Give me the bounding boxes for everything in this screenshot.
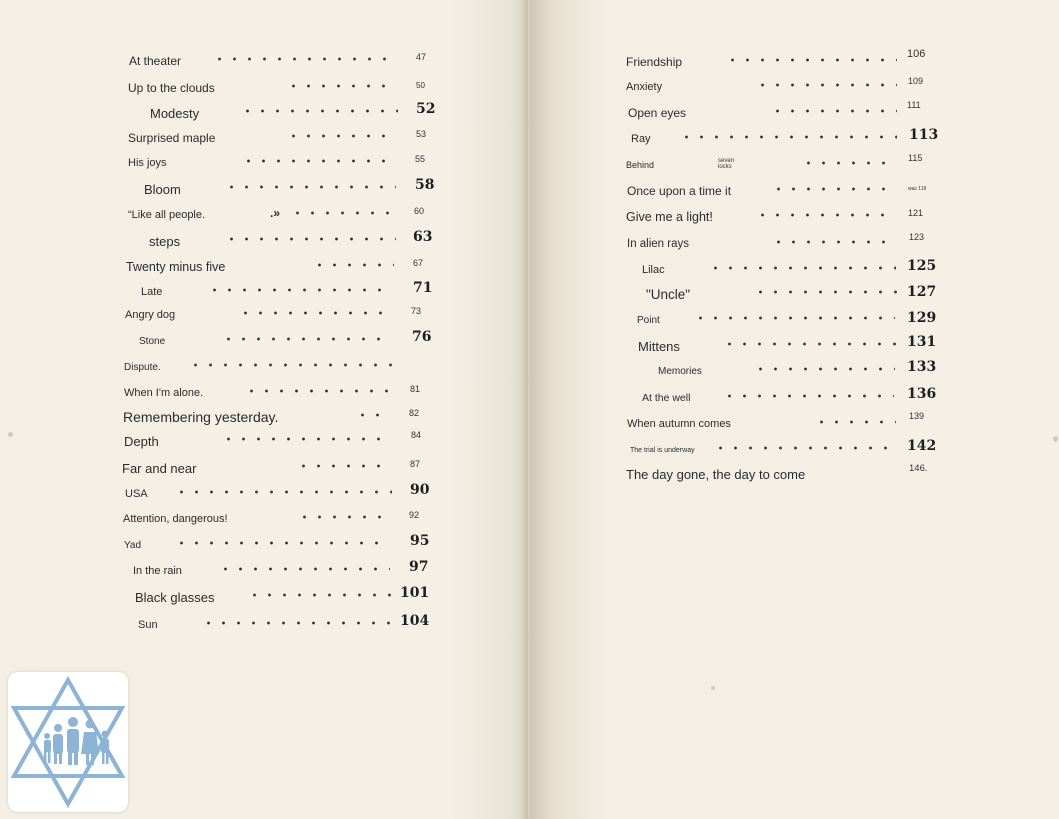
toc-entry — [122, 457, 421, 479]
toc-page: 76 — [412, 329, 432, 345]
toc-page: 106 — [907, 48, 926, 60]
toc-entry — [626, 463, 928, 485]
leader-dots — [725, 57, 897, 63]
leader-dots — [771, 239, 896, 245]
toc-page: 133 — [907, 359, 937, 375]
toc-page: 55 — [415, 154, 426, 164]
toc-title: Remembering yesterday. — [123, 409, 279, 425]
leader-dots — [722, 393, 894, 399]
toc-page: 67 — [413, 258, 424, 268]
leader-dots — [679, 134, 897, 140]
toc-entry — [126, 256, 424, 278]
toc-title: When autumn comes — [627, 418, 731, 430]
toc-title: Ray — [631, 133, 651, 145]
toc-title: Up to the clouds — [128, 81, 215, 95]
toc-page: 125 — [907, 258, 937, 274]
toc-entry — [125, 482, 430, 505]
leader-dots — [814, 419, 896, 425]
toc-page: 131 — [907, 334, 937, 350]
leader-dots — [241, 158, 396, 164]
leader-dots — [693, 315, 895, 321]
toc-entry — [626, 153, 923, 176]
toc-page: 82 — [409, 408, 420, 418]
leader-dots — [221, 336, 391, 342]
toc-title: In the rain — [133, 565, 182, 577]
toc-page: 136 — [907, 386, 937, 402]
leader-dots — [238, 310, 393, 316]
toc-entry — [128, 152, 426, 174]
toc-page: 81 — [410, 384, 421, 394]
toc-entry — [129, 50, 427, 72]
toc-title: steps — [149, 233, 181, 249]
toc-entry — [128, 127, 427, 149]
star-of-david-family-icon — [8, 672, 128, 812]
leader-dots — [770, 108, 897, 114]
toc-entry — [646, 283, 937, 305]
toc-entry — [128, 204, 425, 226]
toc-page: 60 — [414, 206, 425, 216]
toc-entry — [123, 508, 420, 530]
toc-title: Give me a light! — [626, 210, 713, 224]
toc-entry — [124, 533, 430, 556]
leader-dots — [296, 463, 390, 469]
toc-title: Sun — [138, 619, 158, 631]
toc-title: Yad — [124, 539, 142, 551]
toc-entry — [144, 177, 435, 200]
toc-title: Bloom — [144, 181, 181, 197]
toc-entry — [642, 386, 937, 409]
toc-page: 111 — [907, 100, 921, 110]
toc-title: Late — [141, 286, 163, 298]
toc-entry — [123, 406, 420, 428]
leader-dots — [290, 210, 395, 216]
left-page — [0, 0, 528, 819]
paper-stain — [1053, 436, 1058, 442]
toc-entry — [124, 356, 161, 378]
toc-page: 63 — [413, 229, 433, 245]
toc-page: 50 — [416, 81, 425, 90]
toc-entry — [627, 232, 925, 255]
leader-dots — [297, 514, 391, 520]
toc-page: 104 — [400, 613, 430, 629]
leader-dots — [312, 262, 394, 268]
toc-entry — [642, 258, 937, 281]
toc-title: USA — [125, 488, 148, 500]
toc-entry — [135, 585, 430, 608]
toc-title: Memories — [658, 365, 702, 377]
closing-quote: .» — [270, 206, 281, 220]
toc-page: 84 — [411, 430, 422, 440]
toc-entry — [133, 559, 429, 582]
toc-page: 139 — [909, 411, 925, 421]
toc-title: When I'm alone. — [124, 387, 204, 399]
toc-entry — [628, 100, 921, 124]
toc-entry — [626, 206, 924, 228]
paper-stain — [8, 432, 13, 437]
leader-dots — [755, 212, 895, 218]
toc-entry — [150, 101, 436, 124]
leader-dots — [174, 540, 390, 546]
toc-title: Attention, dangerous! — [123, 513, 228, 525]
toc-page: 109 — [908, 76, 924, 86]
leader-dots — [212, 56, 392, 62]
toc-title: The day gone, the day to come — [626, 466, 806, 482]
toc-title: Once upon a time it — [627, 184, 732, 198]
toc-entry — [631, 127, 939, 150]
behind-note: seven locks — [718, 158, 735, 170]
toc-title: Modesty — [150, 105, 200, 121]
toc-page: 115 — [908, 153, 923, 163]
toc-title: "Uncle" — [646, 286, 691, 302]
toc-entry — [626, 76, 924, 98]
toc-entry — [138, 613, 430, 636]
toc-title: His joys — [128, 157, 167, 169]
toc-page: 121 — [908, 208, 924, 218]
leader-dots — [708, 265, 896, 271]
leader-dots — [224, 236, 396, 242]
leader-dots — [755, 82, 897, 88]
toc-page: 58 — [415, 177, 435, 193]
toc-page: 47 — [416, 52, 427, 62]
leader-dots — [771, 186, 896, 192]
toc-title: Surprised maple — [128, 131, 216, 145]
toc-title: Black glasses — [135, 589, 215, 605]
toc-entry — [627, 411, 925, 435]
toc-title: Friendship — [626, 55, 683, 69]
toc-title: At the well — [642, 392, 691, 404]
leader-dots — [201, 620, 391, 626]
toc-title: Twenty minus five — [126, 260, 226, 274]
toc-page: 113 — [909, 127, 939, 143]
toc-title: Point — [637, 314, 660, 326]
leader-dots — [174, 489, 392, 495]
toc-title: In alien rays — [627, 238, 690, 250]
toc-title: Mittens — [638, 338, 680, 354]
leader-dots — [753, 289, 899, 295]
leader-dots — [355, 412, 389, 418]
toc-title: Angry dog — [125, 309, 176, 321]
logo-badge — [8, 672, 128, 812]
toc-title: The trial is underway — [630, 446, 695, 454]
leader-dots — [286, 133, 396, 139]
toc-page: 97 — [409, 559, 429, 575]
right-page — [530, 0, 1059, 819]
toc-title: Stone — [139, 335, 166, 347]
toc-page: 129 — [907, 310, 937, 326]
toc-entry — [124, 430, 422, 452]
toc-page: 73 — [411, 306, 422, 316]
toc-title: Far and near — [122, 460, 197, 476]
toc-title: Depth — [124, 433, 159, 449]
toc-entry — [139, 329, 432, 352]
paper-stain — [711, 686, 715, 690]
toc-page: 53 — [416, 129, 427, 139]
toc-entry — [141, 280, 433, 303]
toc-entry — [637, 309, 937, 331]
toc-page: 90 — [410, 482, 430, 498]
toc-page: 123 — [909, 232, 925, 242]
leader-dots — [713, 445, 895, 451]
toc-page: 142 — [907, 438, 937, 454]
toc-title: Lilac — [642, 264, 665, 276]
toc-page: 71 — [413, 280, 433, 296]
leader-dots — [722, 341, 896, 347]
toc-entry — [149, 229, 433, 252]
toc-entry — [658, 359, 937, 382]
toc-entry — [128, 77, 425, 99]
toc-page: was 119 — [908, 186, 927, 192]
leader-dots — [221, 436, 392, 442]
leader-dots — [801, 160, 895, 166]
toc-page: 87 — [410, 459, 421, 469]
leader-dots — [753, 366, 895, 372]
leader-dots — [286, 83, 396, 89]
toc-page: 95 — [410, 533, 430, 549]
leader-dots — [244, 388, 390, 394]
toc-title: Dispute. — [124, 361, 161, 373]
toc-page: 127 — [907, 284, 937, 300]
toc-page: 101 — [400, 585, 430, 601]
toc-entry — [630, 438, 937, 461]
toc-entry — [626, 48, 926, 73]
toc-page: 92 — [409, 510, 420, 520]
toc-page: 146. — [909, 463, 928, 474]
toc-title: Behind — [626, 160, 655, 170]
toc-entry — [125, 304, 422, 326]
toc-entry — [638, 334, 937, 357]
leader-dots — [224, 184, 396, 190]
toc-entry — [627, 180, 927, 202]
toc-title: “Like all people. — [128, 209, 206, 221]
toc-page: 52 — [416, 101, 436, 117]
toc-title: Open eyes — [628, 106, 687, 120]
toc-title: Anxiety — [626, 81, 663, 93]
leader-dots — [240, 108, 398, 114]
toc-entry — [124, 382, 421, 404]
leader-dots — [247, 592, 393, 598]
leader-dots — [218, 566, 390, 572]
leader-dots — [207, 287, 393, 293]
leader-dots — [188, 362, 392, 368]
toc-title: At theater — [129, 54, 182, 68]
